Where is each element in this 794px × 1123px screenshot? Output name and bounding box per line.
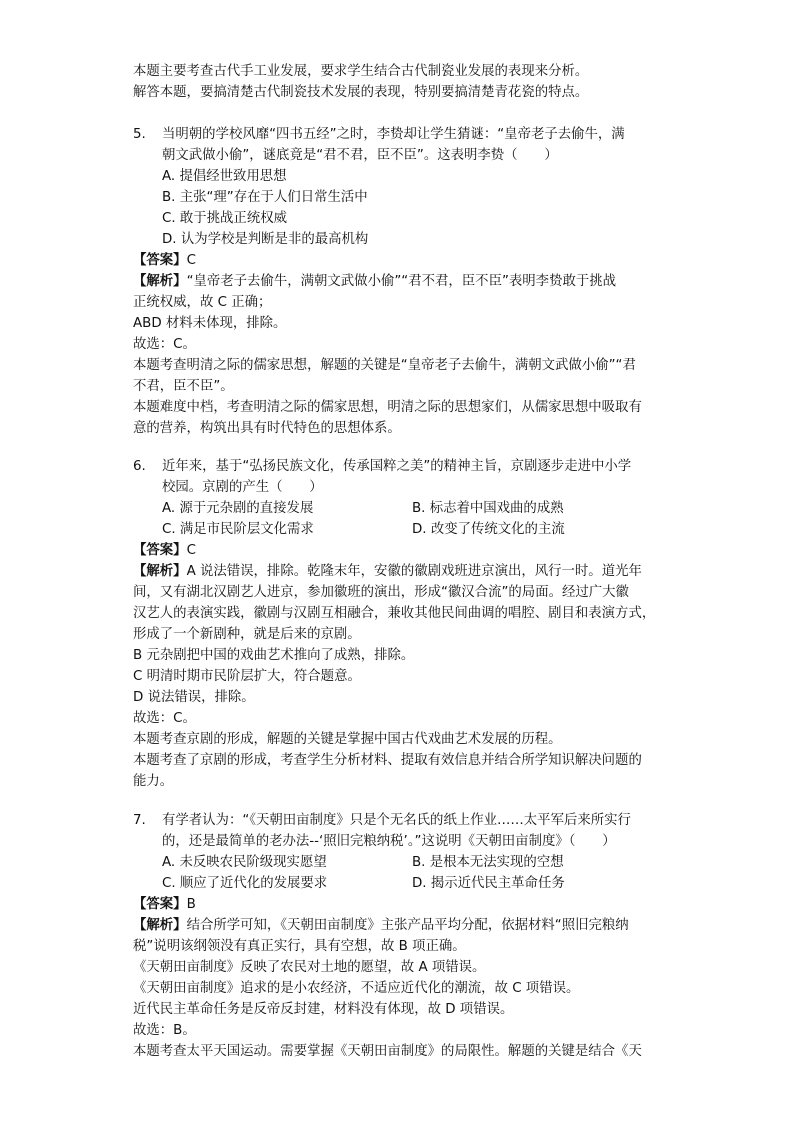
q6-option-a: A. 源于元杂剧的直接发展 [162, 501, 314, 516]
intro-line-2: 解答本题，要搞清楚古代制瓷技术发展的表现，特别要搞清楚青花瓷的特点。 [133, 85, 589, 100]
q6-analysis-line-10: 本题考查了京剧的形成，考查学生分析材料、提取有效信息并结合所学知识解决问题的 [133, 753, 642, 768]
q6-analysis-line-9: 本题考查京剧的形成，解题的关键是掌握中国古代戏曲艺术发展的历程。 [133, 732, 562, 747]
q7-analysis-line-5: 近代民主革命任务是反帝反封建，材料没有体现，故 D 项错误。 [133, 1002, 514, 1017]
q5-option-c: C. 敢于挑战正统权威 [162, 211, 287, 226]
q7-stem-line-1: 有学者认为：“《天朝田亩制度》只是个无名氏的纸上作业……太平军后来所实行 [162, 813, 631, 828]
q5-answer [133, 250, 196, 271]
q6-option-d: D. 改变了传统文化的主流 [412, 522, 565, 537]
q6-option-c: C. 满足市民阶层文化需求 [162, 522, 314, 537]
q5-analysis-line-1 [133, 271, 616, 292]
q6-analysis-line-1 [133, 561, 642, 582]
analysis-tag: 【解析】 [133, 918, 187, 933]
q6-analysis-line-11: 能力。 [133, 774, 174, 789]
q7-analysis-line-4: 《天朝田亩制度》追求的是小农经济，不适应近代化的潮流，故 C 项错误。 [133, 981, 580, 996]
q6-analysis-line-6: C 明清时期市民阶层扩大，符合题意。 [133, 669, 361, 684]
answer-tag: 【答案】 [133, 897, 187, 912]
q7-analysis-line-2: 税”说明该纲领没有真正实行，具有空想，故 B 项正确。 [133, 939, 466, 954]
q6-analysis-line-4: 形成了一个新剧种，就是后来的京剧。 [133, 627, 361, 642]
intro-line-1: 本题主要考查古代手工业发展，要求学生结合古代制瓷业发展的表现来分析。 [133, 64, 589, 79]
q7-analysis-line-3: 《天朝田亩制度》反映了农民对土地的愿望，故 A 项错误。 [133, 960, 486, 975]
answer-value: B [186, 897, 196, 912]
q6-analysis-line-8: 故选：C。 [133, 711, 196, 726]
answer-value: C [186, 543, 196, 558]
q5-analysis-line-5: 本题考查明清之际的儒家思想，解题的关键是“皇帝老子去偷牛，满朝文武做小偷”“君 [133, 358, 636, 373]
q7-stem-line-2: 的，还是最简单的老办法--‘照旧完粮纳税’。”这说明《天朝田亩制度》（ ） [162, 834, 616, 849]
q5-option-a: A. 提倡经世致用思想 [162, 169, 287, 184]
q5-analysis-line-8: 意的营养，构筑出具有时代特色的思想体系。 [133, 421, 401, 436]
analysis-text: A 说法错误，排除。乾隆末年，安徽的徽剧戏班进京演出，风行一时。道光年 [186, 564, 642, 579]
q5-analysis-line-4: 故选：C。 [133, 337, 196, 352]
analysis-text: 结合所学可知，《天朝田亩制度》主张产品平均分配，依据材料“照旧完粮纳 [186, 918, 629, 933]
q5-number: 5. [133, 127, 146, 142]
q7-option-b: B. 是根本无法实现的空想 [412, 855, 564, 870]
q6-analysis-line-3: 汉艺人的表演实践，徽剧与汉剧互相融合，兼收其他民间曲调的唱腔、剧目和表演方式， [133, 606, 656, 621]
q7-option-a: A. 未反映农民阶级现实愿望 [162, 855, 327, 870]
analysis-tag: 【解析】 [133, 564, 187, 579]
q5-analysis-line-7: 本题难度中档，考查明清之际的儒家思想，明清之际的思想家们，从儒家思想中吸取有 [133, 400, 642, 415]
q5-option-b: B. 主张“理”存在于人们日常生活中 [162, 190, 368, 205]
answer-value: C [186, 253, 196, 268]
q7-analysis-line-6: 故选：B。 [133, 1023, 196, 1038]
q5-analysis-line-6: 不君，臣不臣”。 [133, 379, 234, 394]
q6-option-b: B. 标志着中国戏曲的成熟 [412, 501, 564, 516]
q5-analysis-line-2: 正统权威，故 C 正确； [133, 295, 272, 310]
q6-stem-line-1: 近年来，基于“弘扬民族文化，传承国粹之美”的精神主旨，京剧逐步走进中小学 [162, 459, 632, 474]
analysis-text: “皇帝老子去偷牛，满朝文武做小偷”“君不君，臣不臣”表明李贽敢于挑战 [186, 274, 617, 289]
q6-analysis-line-7: D 说法错误，排除。 [133, 690, 255, 705]
q5-analysis-line-3: ABD 材料未体现，排除。 [133, 316, 287, 331]
q7-option-d: D. 揭示近代民主革命任务 [412, 876, 565, 891]
q5-stem-line-2: 朝文武做小偷”，谜底竟是“君不君，臣不臣”。这表明李贽（ ） [162, 148, 558, 163]
answer-tag: 【答案】 [133, 253, 187, 268]
q6-stem-line-2: 校园。京剧的产生（ ） [162, 480, 323, 495]
q6-analysis-line-5: B 元杂剧把中国的戏曲艺术推向了成熟，排除。 [133, 648, 415, 663]
q7-analysis-line-7: 本题考查太平天国运动。需要掌握《天朝田亩制度》的局限性。解题的关键是结合《天 [133, 1044, 642, 1059]
analysis-tag: 【解析】 [133, 274, 187, 289]
answer-tag: 【答案】 [133, 543, 187, 558]
q7-option-c: C. 顺应了近代化的发展要求 [162, 876, 328, 891]
q7-answer [133, 894, 196, 915]
q6-number: 6. [133, 459, 146, 474]
q5-stem-line-1: 当明朝的学校风靡“四书五经”之时，李贽却让学生猜谜：“皇帝老子去偷牛，满 [162, 127, 625, 142]
q6-analysis-line-2: 间，又有湖北汉剧艺人进京，参加徽班的演出，形成“徽汉合流”的局面。经过广大徽 [133, 585, 629, 600]
q5-option-d: D. 认为学校是判断是非的最高机构 [162, 232, 369, 247]
q7-number: 7. [133, 813, 146, 828]
q7-analysis-line-1 [133, 915, 629, 936]
q6-answer [133, 540, 196, 561]
